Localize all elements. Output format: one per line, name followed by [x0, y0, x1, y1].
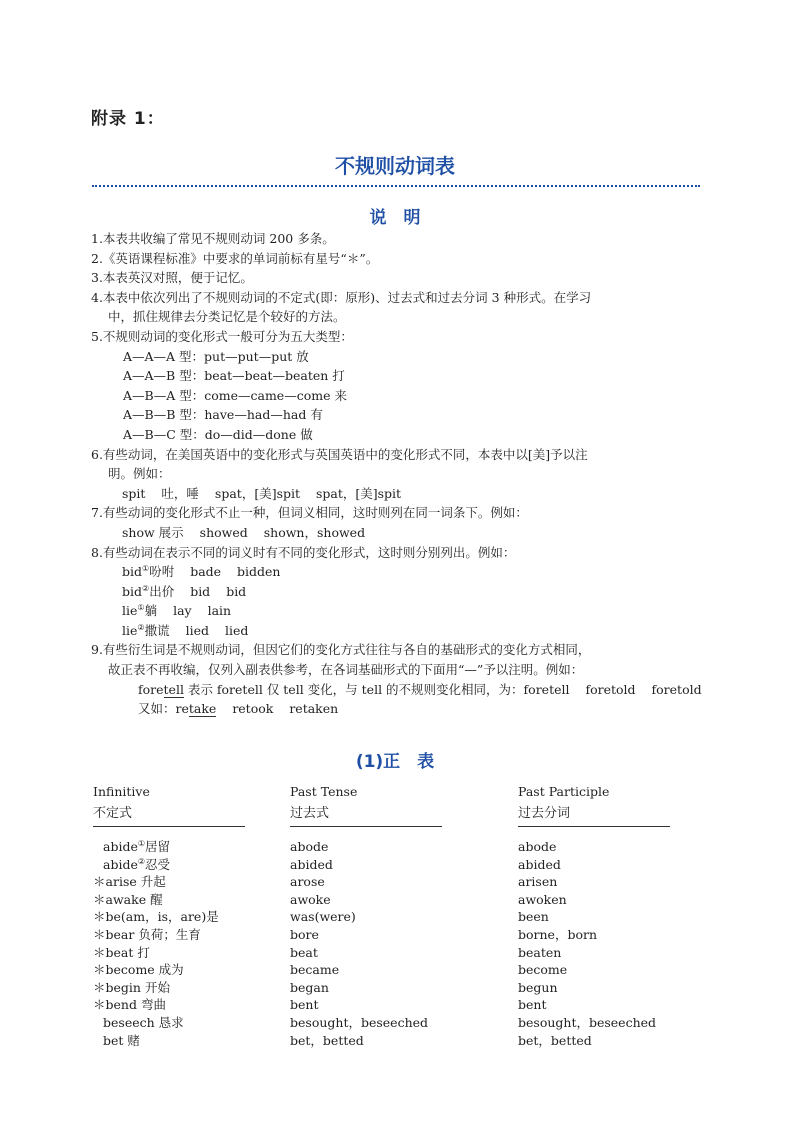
meaning: 醒: [146, 891, 163, 907]
note-5-type: A—B—C 型：do—did—done 做: [123, 426, 313, 442]
table-row-participle: bent: [518, 997, 547, 1013]
example-pp: retaken: [289, 701, 339, 717]
example-past: lay: [173, 603, 192, 619]
note-5-type: A—A—A 型：put—put—put 放: [123, 348, 309, 364]
star-mark: ＊: [93, 891, 106, 907]
example-past: retook: [232, 701, 274, 717]
table-row-infinitive: [93, 838, 219, 856]
infinitive: beseech: [103, 1014, 155, 1030]
example-pp: lain: [207, 603, 232, 619]
note-4-line-2: 中，抓住规律去分类记忆是个较好的方法。: [108, 309, 346, 325]
example-lead: 又如：re: [138, 701, 189, 717]
star-mark: ＊: [93, 874, 106, 890]
sense-mark: ②: [137, 856, 146, 866]
example-meaning: 吩咐: [149, 564, 175, 580]
note-6-example: [91, 484, 703, 504]
appendix-label: 附录 1：: [91, 109, 165, 129]
infinitive: arise: [105, 874, 137, 890]
table-row-past: beat: [290, 944, 318, 960]
infinitive: bet: [103, 1032, 124, 1048]
header-rule: [518, 826, 670, 827]
table-row-past: was(were): [290, 909, 356, 925]
infinitive: be(am，is，are): [105, 909, 207, 925]
table-row-past: besought，beseeched: [290, 1014, 429, 1030]
infinitive: abide: [103, 839, 138, 854]
note-2: 2.《英语课程标准》中要求的单词前标有星号“＊”。: [91, 250, 379, 266]
note-5-type: A—B—B 型：have—had—had 有: [123, 407, 323, 423]
table-row-infinitive: [93, 891, 219, 909]
meaning: 恳求: [154, 1014, 184, 1030]
star-mark: ＊: [93, 909, 106, 925]
table-row-past: bore: [290, 926, 319, 942]
sense-mark: ②: [142, 583, 150, 593]
table-row-infinitive: [93, 944, 219, 962]
infinitive: bend: [105, 997, 137, 1013]
example-word: show 展示: [122, 524, 184, 540]
example-word: bid: [122, 564, 143, 580]
meaning: 忍受: [145, 856, 171, 872]
infinitive: awake: [105, 891, 147, 907]
note-8-example: [91, 621, 703, 641]
meaning: 负荷；生育: [134, 926, 201, 942]
sense-mark: ①: [137, 603, 145, 613]
example-meaning: 吐，唾: [161, 485, 199, 501]
example-past: showed: [199, 524, 248, 540]
example-pp: shown，showed: [263, 524, 366, 540]
meaning: 开始: [140, 979, 170, 995]
star-mark: ＊: [93, 979, 106, 995]
column-header-en: Past Participle: [518, 784, 610, 799]
column-header-zh: 过去式: [290, 806, 330, 821]
star-mark: ＊: [93, 944, 106, 960]
page-title: 不规则动词表: [335, 154, 455, 178]
table-row-participle: abided: [518, 856, 561, 872]
table-row-infinitive: [93, 1032, 219, 1050]
column-header-en: Infinitive: [93, 784, 150, 799]
example-past: lied: [185, 622, 209, 638]
table-row-past: awoke: [290, 891, 331, 907]
note-8-example: [91, 601, 703, 621]
infinitive: beat: [105, 944, 134, 960]
note-6-line-1: 6.有些动词，在美国英语中的变化形式与英国英语中的变化形式不同，本表中以[美]予以注: [91, 446, 588, 462]
table-row-infinitive: [93, 873, 219, 891]
example-past: foretold: [585, 681, 636, 697]
table-row-past: arose: [290, 874, 325, 890]
notes-title: 说 明: [369, 208, 421, 228]
table-row-participle: besought，beseeched: [518, 1014, 657, 1030]
table-row-infinitive: [93, 979, 219, 997]
header-rule: [93, 826, 245, 827]
note-7-example: [91, 523, 703, 543]
note-9-line-1: 9.有些衍生词是不规则动词，但因它们的变化方式往往与各自的基础形式的变化方式相同，: [91, 642, 591, 658]
example-past: bid: [190, 583, 211, 599]
note-8-example: [91, 582, 703, 602]
note-9-line-2: 故正表不再收编，仅列入副表供参考，在各词基础形式的下面用“—”予以注明。例如：: [108, 662, 584, 678]
example-pp: foretold: [651, 681, 702, 697]
example-meaning: 撒谎: [144, 622, 170, 638]
table-row-past: bent: [290, 997, 319, 1013]
table-row-participle: borne，born: [518, 926, 598, 942]
table-row-past: abode: [290, 839, 329, 854]
infinitive: become: [105, 962, 155, 978]
table-row-participle: abode: [518, 839, 557, 854]
table-row-infinitive: [93, 1014, 219, 1032]
note-1: 1.本表共收编了常见不规则动词 200 多条。: [91, 231, 335, 246]
example-pp: bidden: [237, 564, 281, 580]
infinitive: abide: [103, 856, 138, 872]
column-header-zh: 过去分词: [518, 806, 571, 821]
example-past: bade: [190, 564, 222, 580]
meaning: 打: [133, 944, 150, 960]
prefix: fore: [138, 681, 164, 697]
example-word: bid: [122, 583, 143, 599]
underlined-base: tell: [163, 681, 184, 697]
table-row-infinitive: [93, 856, 219, 874]
meaning: 是: [206, 909, 219, 925]
star-mark: ＊: [93, 997, 106, 1013]
table-row-past: became: [290, 962, 340, 978]
example-pp: lied: [224, 622, 249, 638]
note-4-line-1: 4.本表中依次列出了不规则动词的不定式(即：原形)、过去式和过去分词 3 种形式。在学习: [91, 289, 592, 305]
dotted-divider: [92, 185, 700, 187]
star-mark: ＊: [93, 962, 106, 978]
table-row-infinitive: [93, 961, 219, 979]
note-9-example-1: [91, 680, 703, 700]
meaning: 弯曲: [136, 997, 166, 1013]
example-word: lie: [122, 603, 138, 619]
example-word: spit: [122, 485, 146, 501]
underlined-base: take: [188, 701, 217, 717]
table-title: (1)正 表: [355, 752, 435, 772]
table-row-participle: awoken: [518, 891, 567, 907]
meaning: 升起: [136, 874, 166, 890]
notes-section: [91, 229, 703, 719]
note-5-type: A—B—A 型：come—came—come 来: [123, 387, 347, 403]
infinitive: begin: [105, 979, 141, 995]
example-pp: spat，[美]spit: [316, 485, 402, 501]
example-meaning: 出价: [149, 583, 175, 599]
sense-mark: ②: [137, 622, 145, 632]
meaning: 居留: [145, 839, 171, 854]
note-9-example-2: [91, 699, 703, 719]
note-5: 5.不规则动词的变化形式一般可分为五大类型：: [91, 328, 353, 344]
note-3: 3.本表英汉对照，便于记忆。: [91, 270, 253, 286]
sense-mark: ①: [142, 564, 150, 574]
infinitive: bear: [105, 926, 135, 942]
star-mark: ＊: [93, 926, 106, 942]
note-8-example: [91, 562, 703, 582]
table-row-participle: beaten: [518, 944, 562, 960]
example-word: lie: [122, 622, 138, 638]
table-row-infinitive: [93, 908, 219, 926]
note-6-line-2: 明。例如：: [108, 466, 171, 482]
example-past: spat，[美]spit: [214, 485, 301, 501]
example-text: 表示 foretell 仅 tell 变化，与 tell 的不规则变化相同，为：foretell: [183, 681, 570, 697]
column-header-zh: 不定式: [93, 806, 133, 821]
sense-mark: ①: [137, 839, 146, 848]
table-row-infinitive: [93, 926, 219, 944]
table-row-infinitive: [93, 996, 219, 1014]
note-8: 8.有些动词在表示不同的词义时有不同的变化形式，这时则分别列出。例如：: [91, 544, 516, 560]
header-rule: [290, 826, 442, 827]
table-row-participle: begun: [518, 979, 558, 995]
table-row-participle: bet，betted: [518, 1032, 592, 1048]
meaning: 赌: [123, 1032, 140, 1048]
meaning: 成为: [154, 962, 184, 978]
table-row-past: began: [290, 979, 329, 995]
note-5-type: A—A—B 型：beat—beat—beaten 打: [123, 368, 345, 384]
example-pp: bid: [226, 583, 247, 599]
column-header-en: Past Tense: [290, 784, 358, 799]
table-row-participle: become: [518, 962, 568, 978]
note-7: 7.有些动词的变化形式不止一种，但词义相同，这时则列在同一词条下。例如：: [91, 505, 528, 521]
table-row-past: bet，betted: [290, 1032, 364, 1048]
example-meaning: 躺: [144, 603, 158, 619]
table-row-past: abided: [290, 856, 333, 872]
table-row-participle: arisen: [518, 874, 558, 890]
table-row-participle: been: [518, 909, 549, 925]
